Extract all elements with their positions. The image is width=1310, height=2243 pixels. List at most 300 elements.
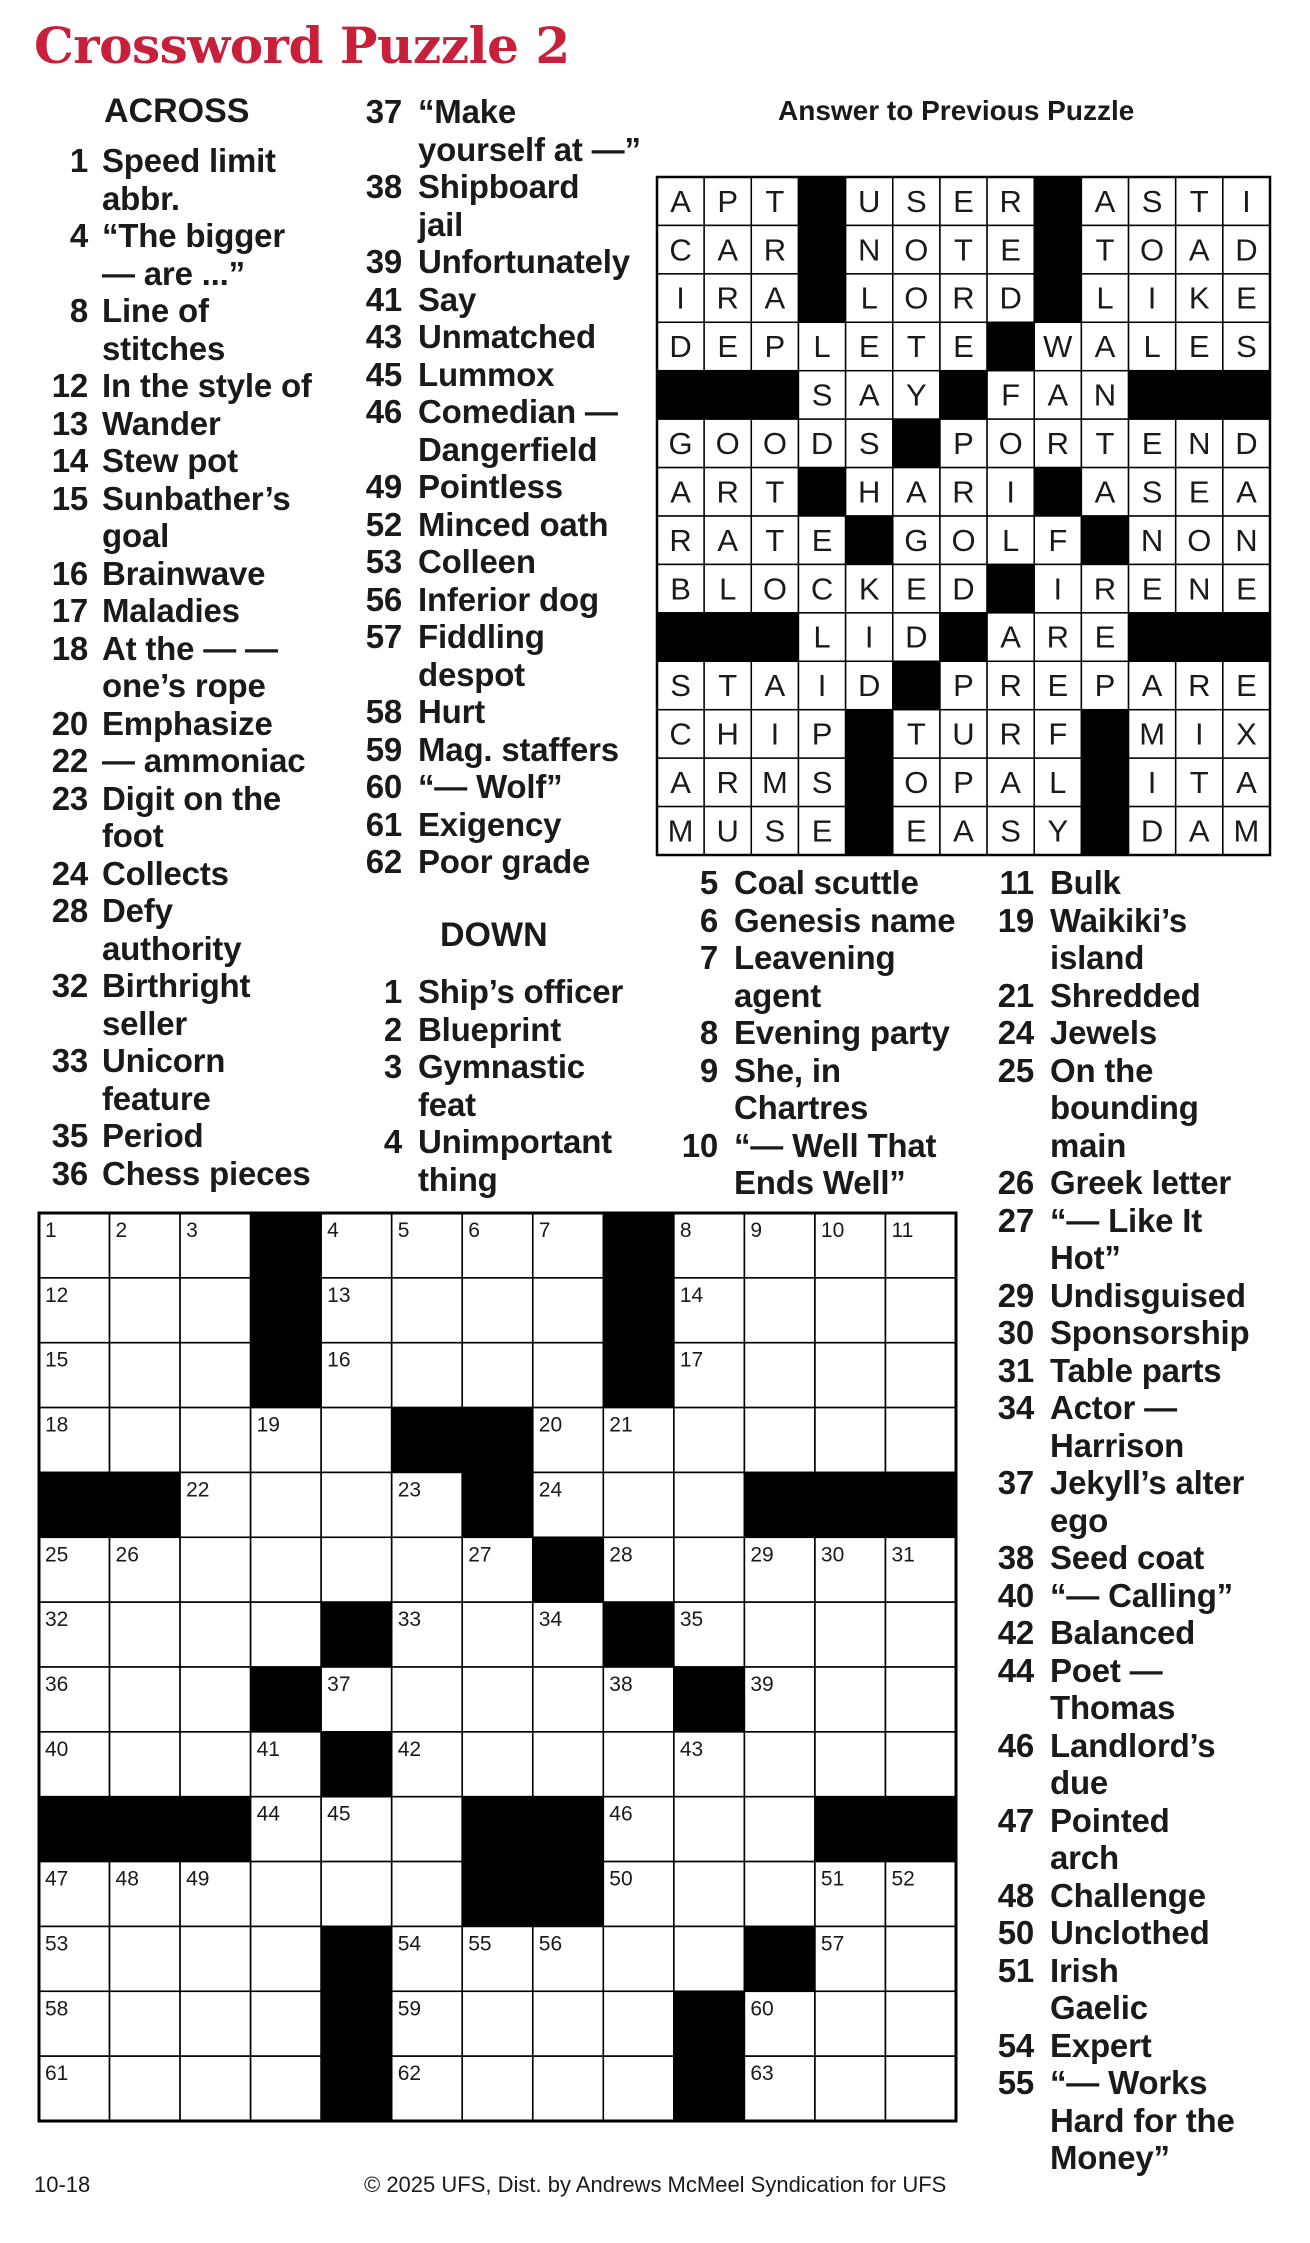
down-heading: DOWN [440, 916, 548, 954]
grid-cell[interactable] [251, 1472, 322, 1537]
clue-text-line: Blueprint [418, 1010, 562, 1048]
grid-block-cell [39, 1472, 110, 1537]
grid-cell[interactable] [180, 1991, 251, 2056]
answer-letter: E [1141, 571, 1163, 607]
answer-letter: E [1236, 280, 1257, 316]
answer-letter: I [770, 716, 780, 752]
clue-text-line: Collects [102, 854, 229, 892]
answer-letter: S [858, 426, 880, 462]
grid-block-cell [744, 1472, 815, 1537]
grid-block-cell [603, 1602, 674, 1667]
clue-number: 34 [997, 1389, 1034, 1426]
clue-number: 24 [51, 854, 88, 892]
grid-cell-number: 60 [750, 1997, 774, 2021]
grid-cell[interactable] [251, 1602, 322, 1667]
answer-letter: A [670, 474, 691, 510]
clue-text-line: Table parts [1050, 1351, 1222, 1389]
clue-text-line: Challenge [1050, 1876, 1206, 1914]
clue-text-line: Evening party [734, 1014, 950, 1051]
grid-cell-number: 5 [397, 1219, 410, 1242]
grid-cell[interactable] [462, 1343, 533, 1408]
answer-letter: F [1048, 522, 1068, 558]
clue-text-line: Money” [1050, 2139, 1170, 2176]
clue-text-line: Speed limit [102, 142, 276, 179]
clue-text-line: “— Calling” [1050, 1576, 1233, 1614]
grid-cell[interactable] [885, 1991, 956, 2056]
grid-block-cell [674, 1667, 745, 1732]
clue-text-line: Ship’s officer [418, 973, 624, 1010]
answer-block-cell [751, 613, 798, 661]
grid-cell[interactable] [462, 1667, 533, 1732]
grid-cell[interactable] [885, 1408, 956, 1473]
grid-cell[interactable] [744, 1797, 815, 1862]
clue-text-line: “— Works [1050, 2064, 1208, 2101]
grid-cell[interactable] [533, 1991, 604, 2056]
grid-cell[interactable] [885, 2056, 956, 2121]
answer-letter: S [1000, 813, 1021, 849]
answer-letter: E [953, 329, 974, 365]
grid-cell[interactable] [462, 1732, 533, 1797]
clue-number: 45 [365, 355, 402, 393]
clue-text-line: Unfortunately [418, 243, 630, 280]
grid-cell[interactable] [180, 1278, 251, 1343]
grid-cell-number: 27 [468, 1543, 492, 1567]
grid-cell[interactable] [251, 1537, 322, 1602]
grid-cell-number: 42 [397, 1737, 422, 1761]
answer-letter: P [1094, 668, 1116, 704]
grid-cell[interactable] [251, 1862, 322, 1927]
answer-letter: R [999, 716, 1022, 752]
clue-text-line: bounding [1050, 1089, 1199, 1126]
clue-text-line: Ends Well” [734, 1164, 906, 1201]
grid-cell-number: 21 [609, 1413, 633, 1437]
answer-letter: A [1000, 619, 1021, 655]
grid-cell[interactable] [815, 1278, 886, 1343]
grid-cell[interactable] [815, 2056, 886, 2121]
answer-letter: N [1140, 522, 1164, 558]
grid-cell[interactable] [674, 1472, 745, 1537]
clue-text-line: Greek letter [1050, 1164, 1232, 1201]
answer-block-cell [798, 274, 845, 322]
clue-number: 54 [997, 2026, 1034, 2064]
grid-cell-number: 3 [186, 1219, 198, 1242]
answer-block-cell [1034, 177, 1081, 225]
clue-text-line: Hot” [1050, 1239, 1121, 1276]
grid-block-cell [462, 1408, 533, 1473]
answer-letter: T [1189, 183, 1209, 219]
grid-cell-number: 32 [45, 1608, 69, 1632]
grid-cell[interactable] [744, 1732, 815, 1797]
clue-text-line: Brainwave [102, 554, 266, 592]
answer-letter: R [1046, 426, 1070, 462]
grid-cell[interactable] [885, 1732, 956, 1797]
clue-number: 51 [997, 1951, 1034, 1989]
grid-cell-number: 28 [609, 1543, 633, 1567]
grid-cell[interactable] [462, 1602, 533, 1667]
grid-cell[interactable] [533, 1667, 604, 1732]
grid-cell[interactable] [885, 1926, 956, 1991]
clue-number: 46 [365, 393, 402, 430]
grid-cell-number: 23 [397, 1478, 422, 1502]
clue-number: 12 [51, 367, 88, 404]
answer-letter: R [716, 765, 739, 801]
answer-letter: P [953, 668, 974, 704]
grid-block-cell [744, 1926, 815, 1991]
grid-cell[interactable] [251, 1926, 322, 1991]
answer-letter: O [904, 280, 929, 316]
answer-letter: D [857, 668, 881, 704]
clue-text-line: one’s rope [102, 667, 266, 704]
previous-answer-heading: Answer to Previous Puzzle [778, 95, 1135, 126]
grid-block-cell [321, 1602, 392, 1667]
answer-letter: N [1235, 522, 1258, 558]
clue-text-line: Fiddling [418, 618, 545, 655]
footer-date: 10-18 [34, 2172, 91, 2197]
clue-text-line: goal [102, 517, 170, 554]
answer-letter: I [1242, 183, 1251, 219]
answer-letter: T [765, 474, 785, 510]
clue-text-line: arch [1050, 1839, 1119, 1876]
grid-cell[interactable] [885, 1278, 956, 1343]
grid-cell[interactable] [533, 1732, 604, 1797]
grid-cell-number: 18 [45, 1413, 69, 1437]
grid-cell[interactable] [744, 1278, 815, 1343]
clue-number: 48 [997, 1876, 1034, 1914]
grid-cell-number: 36 [45, 1673, 69, 1696]
grid-cell[interactable] [674, 1862, 745, 1927]
clue-text-line: Birthright [102, 967, 251, 1004]
answer-letter: A [1000, 765, 1021, 801]
clue-number: 27 [997, 1201, 1034, 1239]
answer-letter: O [715, 426, 740, 462]
clue-text-line: thing [418, 1160, 498, 1198]
clue-text-line: Minced oath [418, 505, 609, 543]
clue-text-line: Landlord’s [1050, 1726, 1216, 1764]
grid-cell[interactable] [603, 1732, 674, 1797]
answer-letter: E [906, 813, 927, 849]
answer-letter: U [716, 813, 739, 849]
answer-block-cell [1081, 807, 1128, 855]
answer-letter: O [904, 232, 929, 268]
answer-letter: D [905, 619, 928, 655]
answer-letter: L [813, 329, 831, 365]
answer-letter: T [1095, 232, 1115, 268]
grid-cell[interactable] [180, 1926, 251, 1991]
answer-block-cell [846, 807, 893, 855]
clue-number: 16 [51, 554, 88, 592]
grid-cell[interactable] [603, 2056, 674, 2121]
clue-number: 55 [997, 2064, 1034, 2101]
grid-cell[interactable] [110, 1667, 181, 1732]
grid-cell[interactable] [744, 1408, 815, 1473]
clue-text-line: Leavening [734, 939, 896, 976]
grid-cell[interactable] [180, 2056, 251, 2121]
clue-number: 19 [997, 901, 1034, 939]
grid-cell-number: 44 [256, 1802, 280, 1826]
answer-letter: D [1235, 426, 1258, 462]
grid-block-cell [321, 2056, 392, 2121]
grid-cell-number: 53 [45, 1932, 69, 1956]
grid-block-cell [251, 1667, 322, 1732]
grid-cell[interactable] [674, 1408, 745, 1473]
grid-cell[interactable] [815, 1408, 886, 1473]
grid-cell[interactable] [533, 1343, 604, 1408]
grid-cell[interactable] [110, 1408, 181, 1473]
grid-block-cell [110, 1797, 181, 1862]
answer-letter: R [952, 280, 975, 316]
grid-cell-number: 43 [679, 1737, 704, 1761]
clue-number: 1 [69, 142, 88, 179]
answer-letter: A [1236, 765, 1257, 801]
grid-cell[interactable] [392, 1797, 463, 1862]
grid-cell-number: 59 [397, 1997, 422, 2021]
grid-cell[interactable] [603, 1991, 674, 2056]
footer-copyright: © 2025 UFS, Dist. by Andrews McMeel Syndication for UFS [364, 2172, 947, 2197]
clue-text-line: Gaelic [1050, 1989, 1148, 2026]
clue-text-line: Expert [1050, 2026, 1152, 2064]
answer-block-cell [893, 419, 940, 467]
grid-cell-number: 16 [327, 1348, 351, 1372]
clue-text-line: Jewels [1050, 1014, 1158, 1051]
grid-cell[interactable] [674, 1797, 745, 1862]
clue-text-line: “Make [418, 93, 517, 130]
clue-number: 39 [365, 243, 402, 280]
answer-letter: A [1047, 377, 1069, 413]
answer-letter: O [1187, 522, 1212, 558]
answer-letter: N [1188, 426, 1211, 462]
grid-cell[interactable] [674, 1926, 745, 1991]
clue-text-line: Poet — [1050, 1651, 1163, 1689]
answer-block-cell [1081, 710, 1128, 758]
answer-letter: M [667, 813, 694, 849]
answer-block-cell [846, 516, 893, 564]
grid-cell[interactable] [603, 1472, 674, 1537]
clue-text-line: In the style of [102, 367, 312, 404]
answer-letter: A [717, 522, 739, 558]
clue-number: 15 [51, 479, 88, 517]
clue-text-line: Jekyll’s alter [1050, 1464, 1245, 1501]
grid-cell[interactable] [392, 1862, 463, 1927]
clue-text-line: island [1050, 939, 1145, 976]
grid-cell-number: 55 [468, 1932, 492, 1956]
grid-block-cell [110, 1472, 181, 1537]
answer-letter: G [904, 522, 929, 558]
grid-cell[interactable] [110, 1732, 181, 1797]
grid-block-cell [462, 1797, 533, 1862]
clue-text-line: Wander [102, 404, 221, 442]
clue-number: 20 [51, 704, 88, 742]
answer-letter: Y [906, 377, 927, 413]
grid-cell[interactable] [180, 1343, 251, 1408]
clue-text-line: “— Wolf” [418, 768, 563, 805]
clue-text-line: Stew pot [102, 442, 238, 479]
clue-text-line: On the [1050, 1051, 1154, 1089]
grid-cell[interactable] [321, 1408, 392, 1473]
grid-cell-number: 50 [609, 1867, 633, 1891]
grid-cell[interactable] [392, 1667, 463, 1732]
clue-text-line: Inferior dog [418, 580, 599, 618]
clue-number: 50 [997, 1914, 1034, 1951]
answer-letter: E [811, 522, 833, 558]
answer-letter: R [1093, 571, 1117, 607]
answer-letter: O [998, 426, 1023, 462]
grid-cell-number: 48 [115, 1867, 139, 1891]
grid-cell[interactable] [321, 1472, 392, 1537]
answer-letter: E [1094, 619, 1116, 655]
clue-number: 38 [365, 168, 402, 205]
answer-block-cell [846, 710, 893, 758]
grid-cell[interactable] [815, 1343, 886, 1408]
grid-block-cell [251, 1278, 322, 1343]
grid-cell[interactable] [462, 2056, 533, 2121]
grid-cell[interactable] [674, 1537, 745, 1602]
grid-cell[interactable] [180, 1732, 251, 1797]
clue-number: 32 [51, 967, 88, 1004]
grid-cell[interactable] [110, 1602, 181, 1667]
grid-cell-number: 33 [397, 1608, 422, 1632]
answer-block-cell [940, 371, 987, 419]
grid-cell[interactable] [251, 2056, 322, 2121]
grid-block-cell [603, 1343, 674, 1408]
grid-cell[interactable] [885, 1343, 956, 1408]
answer-block-cell [1034, 225, 1081, 273]
answer-letter: T [718, 668, 738, 704]
grid-cell[interactable] [815, 1667, 886, 1732]
grid-block-cell [674, 2056, 745, 2121]
answer-letter: C [810, 571, 834, 607]
clue-text-line: Unmatched [418, 318, 596, 355]
grid-cell[interactable] [815, 1732, 886, 1797]
answer-letter: A [764, 280, 786, 316]
clue-number: 3 [383, 1048, 402, 1085]
answer-letter: L [813, 619, 831, 655]
clue-number: 46 [997, 1726, 1034, 1764]
clue-number: 9 [699, 1051, 718, 1089]
answer-block-cell [798, 468, 845, 516]
grid-block-cell [603, 1213, 674, 1278]
answer-letter: O [762, 426, 787, 462]
answer-block-cell [657, 613, 704, 661]
grid-cell[interactable] [744, 1602, 815, 1667]
grid-cell[interactable] [533, 1278, 604, 1343]
clue-number: 62 [365, 843, 402, 880]
across-heading: ACROSS [104, 92, 250, 130]
grid-cell[interactable] [744, 1343, 815, 1408]
clue-number: 7 [699, 939, 718, 976]
clue-number: 40 [997, 1576, 1034, 1614]
grid-cell[interactable] [110, 1278, 181, 1343]
answer-letter: A [1188, 813, 1210, 849]
grid-cell[interactable] [180, 1602, 251, 1667]
answer-letter: T [765, 522, 785, 558]
grid-cell[interactable] [392, 1278, 463, 1343]
grid-cell[interactable] [885, 1602, 956, 1667]
answer-letter: D [999, 280, 1022, 316]
answer-letter: R [1046, 619, 1070, 655]
clue-text-line: “— Well That [734, 1126, 937, 1164]
grid-cell[interactable] [110, 1926, 181, 1991]
grid-cell[interactable] [392, 1343, 463, 1408]
grid-cell[interactable] [533, 2056, 604, 2121]
clue-number: 58 [365, 693, 402, 730]
grid-cell-number: 61 [45, 2062, 69, 2086]
answer-block-cell [1176, 613, 1223, 661]
grid-cell[interactable] [321, 1862, 392, 1927]
grid-cell-number: 41 [256, 1737, 280, 1761]
clue-text-line: Waikiki’s [1050, 901, 1187, 939]
grid-cell[interactable] [462, 1991, 533, 2056]
grid-cell[interactable] [180, 1667, 251, 1732]
grid-cell[interactable] [815, 1991, 886, 2056]
grid-cell-number: 51 [820, 1867, 845, 1891]
answer-letter: B [670, 571, 691, 607]
clue-text-line: Line of [102, 292, 209, 329]
clue-number: 4 [69, 217, 88, 254]
grid-cell[interactable] [251, 1991, 322, 2056]
grid-cell[interactable] [462, 1278, 533, 1343]
clue-number: 28 [51, 892, 88, 929]
clue-number: 41 [365, 280, 402, 318]
grid-cell[interactable] [603, 1926, 674, 1991]
grid-cell[interactable] [885, 1667, 956, 1732]
clue-text-line: Say [418, 280, 477, 318]
answer-letter: C [669, 716, 692, 752]
clue-text-line: seller [102, 1004, 188, 1042]
answer-letter: S [1141, 474, 1163, 510]
grid-cell[interactable] [321, 1537, 392, 1602]
grid-cell[interactable] [110, 1991, 181, 2056]
grid-cell[interactable] [392, 1537, 463, 1602]
answer-letter: H [857, 474, 881, 510]
answer-letter: O [762, 571, 787, 607]
grid-cell[interactable] [815, 1602, 886, 1667]
answer-block-cell [1081, 516, 1128, 564]
clue-text-line: feat [418, 1085, 476, 1123]
clue-text-line: Pointed [1050, 1801, 1170, 1839]
grid-cell-number: 47 [45, 1867, 69, 1891]
grid-cell[interactable] [744, 1862, 815, 1927]
grid-cell-number: 12 [45, 1283, 69, 1307]
answer-letter: D [669, 329, 692, 365]
grid-cell[interactable] [110, 1343, 181, 1408]
grid-cell[interactable] [110, 2056, 181, 2121]
clue-number: 11 [999, 864, 1034, 901]
grid-cell[interactable] [180, 1537, 251, 1602]
grid-cell-number: 25 [45, 1543, 69, 1567]
answer-letter: R [669, 522, 692, 558]
grid-block-cell [462, 1472, 533, 1537]
grid-cell-number: 40 [45, 1737, 69, 1761]
answer-letter: N [1093, 377, 1117, 413]
answer-letter: O [951, 522, 976, 558]
answer-letter: P [764, 329, 786, 365]
clue-number: 21 [997, 976, 1034, 1014]
clue-text-line: Comedian — [418, 393, 618, 430]
clue-number: 59 [365, 730, 402, 768]
clue-text-line: Sunbather’s [102, 479, 291, 517]
answer-letter: E [717, 329, 739, 365]
answer-block-cell [893, 661, 940, 709]
answer-letter: S [811, 377, 833, 413]
answer-letter: A [1094, 183, 1116, 219]
grid-cell[interactable] [180, 1408, 251, 1473]
grid-cell-number: 38 [609, 1673, 633, 1696]
grid-cell-number: 24 [538, 1478, 563, 1502]
grid-block-cell [180, 1797, 251, 1862]
answer-block-cell [1176, 371, 1223, 419]
clue-text-line: Balanced [1050, 1614, 1196, 1651]
clue-text-line: Gymnastic [418, 1048, 585, 1085]
